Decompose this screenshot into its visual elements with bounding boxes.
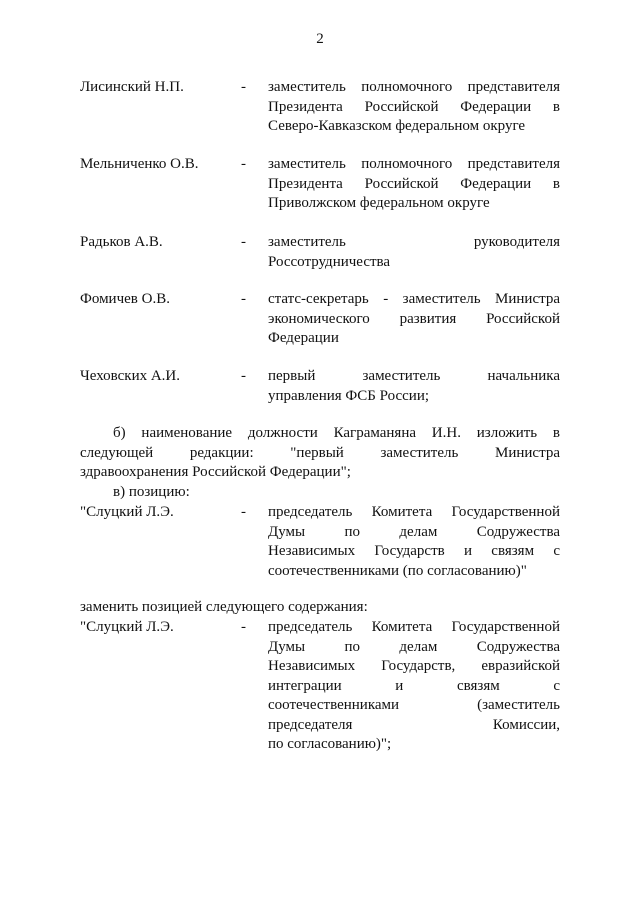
position-line: Россотрудничества — [268, 253, 391, 270]
position-line: интеграции и связям с — [268, 677, 560, 694]
paragraph-line: здравоохранения Российской Федерации"; — [80, 464, 351, 480]
position-line: управления ФСБ России; — [268, 387, 430, 404]
dash: - — [241, 79, 246, 95]
position-line: Президента Российской Федерации в — [268, 175, 560, 192]
position-line: Независимых Государств и связям с — [268, 543, 560, 559]
position-line: соотечественниками (заместитель — [268, 697, 560, 713]
position-line: Независимых Государств, евразийской — [268, 658, 560, 674]
member-name: Радьков А.В. — [80, 234, 163, 250]
paragraph-b — [80, 424, 560, 483]
member-position — [268, 155, 560, 214]
dash: - — [241, 619, 246, 635]
member-name: "Слуцкий Л.Э. — [80, 619, 174, 635]
position-line: Северо-Кавказском федеральном округе — [268, 118, 526, 134]
position-line: заместитель полномочного представителя — [268, 79, 560, 95]
dash: - — [241, 368, 246, 384]
position-line: Федерации — [268, 330, 339, 346]
member-position — [268, 367, 560, 406]
member-position — [268, 233, 560, 272]
member-name: Лисинский Н.П. — [80, 79, 184, 95]
dash: - — [241, 504, 246, 520]
member-position — [268, 618, 560, 755]
position-line: председателя Комиссии, — [268, 716, 560, 733]
position-line: статс-секретарь - заместитель Министра — [268, 291, 560, 307]
position-line: по согласованию)"; — [268, 736, 392, 752]
member-name: "Слуцкий Л.Э. — [80, 504, 174, 520]
paragraph-line: в) позицию: — [113, 484, 190, 500]
dash: - — [241, 156, 246, 172]
page-number: 2 — [316, 31, 324, 47]
position-line: Президента Российской Федерации в — [268, 98, 560, 115]
position-line: председатель Комитета Государственной — [268, 504, 560, 520]
position-line: председатель Комитета Государственной — [268, 619, 560, 635]
paragraph-v — [113, 483, 413, 503]
dash: - — [241, 291, 246, 307]
replace-text — [80, 598, 480, 618]
paragraph-line: заменить позицией следующего содержания: — [80, 599, 368, 615]
member-name: Мельниченко О.В. — [80, 156, 199, 172]
paragraph-line: следующей редакции: "первый заместитель Министра — [80, 444, 560, 461]
position-line: первый заместитель начальника — [268, 368, 560, 384]
paragraph-line: б) наименование должности Каграманяна И.Н. изложить в — [113, 425, 560, 441]
member-name: Чеховских А.И. — [80, 368, 181, 384]
position-line: Думы по делам Содружества — [268, 523, 560, 540]
member-position — [268, 503, 560, 581]
position-line: заместитель полномочного представителя — [268, 156, 560, 172]
member-name: Фомичев О.В. — [80, 291, 170, 307]
position-line: экономического развития Российской — [268, 310, 560, 327]
position-line: заместитель руководителя — [268, 234, 560, 250]
member-position — [268, 78, 560, 137]
dash: - — [241, 234, 246, 250]
position-line: Думы по делам Содружества — [268, 638, 560, 655]
member-position — [268, 290, 560, 349]
position-line: Приволжском федеральном округе — [268, 195, 490, 211]
position-line: соотечественниками (по согласованию)" — [268, 562, 527, 579]
